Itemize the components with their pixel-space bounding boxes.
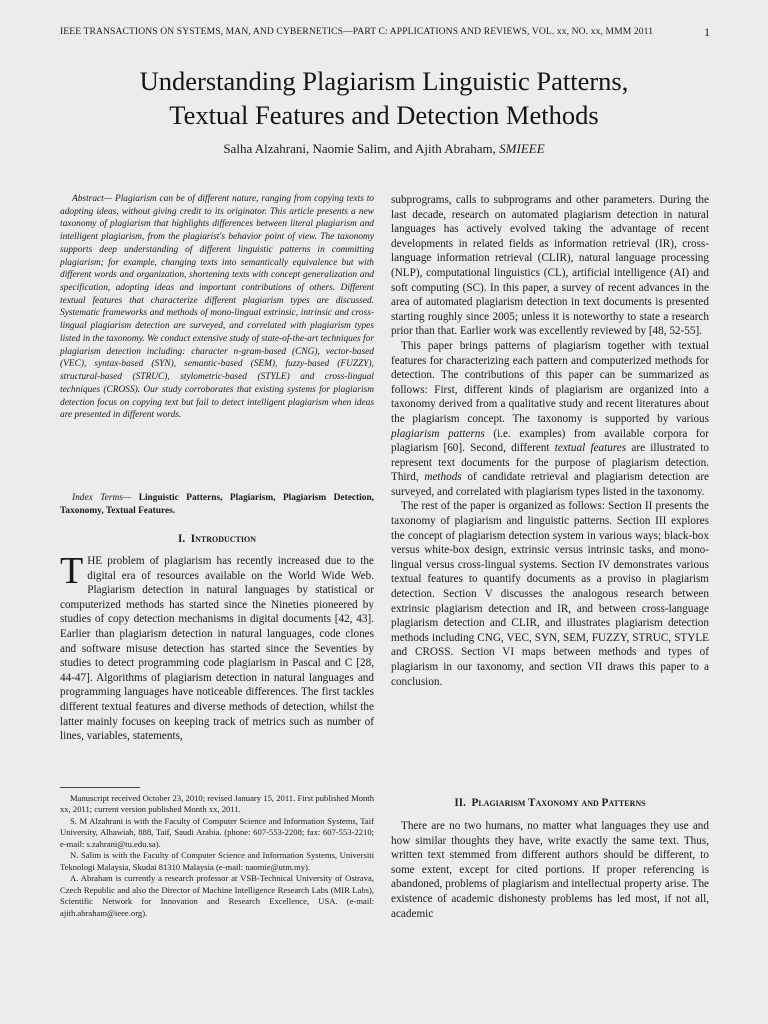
contrib-text-b: (i.e. examples) from available corpora for plagiarism [60]. Second, different [391, 427, 709, 455]
right-column-upper [391, 193, 709, 689]
index-terms-list: Linguistic Patterns, Plagiarism, Plagiarism Detection, Taxonomy, Textual Features. [60, 493, 374, 516]
footnote-manuscript: Manuscript received October 23, 2010; revised January 15, 2011. First published Month xx, 2011; current version published Month xx, 2011. [60, 793, 374, 815]
footnote-salim: N. Salim is with the Faculty of Computer Science and Information Systems, Universiti Teknologi Malaysia, Skudai 81310 Malaysia (e-mail: naomie@utm.my). [60, 850, 374, 872]
contrib-text-c: are illustrated to represent text documents for the purpose of plagiarism detection. Third, [391, 442, 709, 484]
contrib-text-d: of candidate retrieval and plagiarism detection are surveyed, and correlated with plagiarism types listed in the taxonomy. [391, 471, 710, 498]
title-line-2: Textual Features and Detection Methods [169, 100, 599, 130]
contrib-em-features: textual features [554, 442, 627, 455]
intro-body: problem of plagiarism has recently increased due to the digital era of resources available on the World Wide Web. Plagiarism detection in natural languages by statistical or computerized methods has started since the Nineties pioneered by studies of copy detection mechanisms in digital documents [42, 43]. Earlier than plagiarism detection in natural languages, code clones and software misuse detection has started since the Seventies by studies to detect programming code plagiarism in Pascal and C [28, 44-47]. Algorithms of plagiarism detection in natural languages and programming languages have noticeable differences. The first tackles different textual features and diverse methods of detection, whilst the latter mainly focuses on keeping track of metrics such as number of lines, variables, statements, [60, 555, 374, 743]
page-number: 1 [704, 25, 710, 39]
paragraph-organization: The rest of the paper is organized as follows: Section II presents the taxonomy of plagiarism and linguistic patterns. Section III explores the concept of plagiarism detection system in various ways; black-box versus white-box design, extrinsic versus intrinsic tasks, and mono-lingual versus cross-lingual systems. Section IV demonstrates various textual features to quantify documents as a proviso in plagiarism detection. Section V discusses the analogous research between extrinsic plagiarism detection and IR, and between cross-language plagiarism detection and CLIR, and illustrates plagiarism detection methods including CNG, VEC, SYN, SEM, FUZZY, STRUC, STYLE and CROSS. Section VI maps between methods and types of plagiarism in our taxonomy, and section VII draws this paper to a conclusion. [391, 500, 709, 688]
contrib-em-patterns: plagiarism patterns [391, 427, 485, 440]
intro-first-word: HE [87, 555, 103, 567]
taxonomy-paragraph: There are no two humans, no matter what languages they use and how similar thoughts they have, write exactly the same text. Thus, written text stemmed from different authors should be different, to some extent, except for cited portions. If proper referencing is abandoned, problems of plagiarism and intellectual property arise. The existence of academic dishonesty problems has led most, if not all, academic [391, 820, 709, 920]
footnotes [60, 793, 374, 919]
abstract: Abstract— Plagiarism can be of different nature, ranging from copying texts to adopting ideas, without giving credit to its originator. This article presents a new taxonomy of plagiarism that highlights differences between literal plagiarism and intelligent plagiarism, from the plagiarist's behavior point of view. The taxonomy supports deep understanding of different linguistic patterns in committing plagiarism; for example, changing texts into semantically equivalence but with different words and organization, shortening texts with concept generalization and specification, adopting ideas and important contributions of others. Different textual features that characterize different plagiarism types are discussed. Systematic frameworks and methods of mono-lingual extrinsic, intrinsic and cross-lingual plagiarism detection are surveyed, and correlated with plagiarism types listed in the taxonomy. We conduct extensive study of state-of-the-art techniques for plagiarism detection including: character n-gram-based (CNG), vector-based (VEC), syntax-based (SYN), semantic-based (SEM), fuzzy-based (FUZZY), structural-based (STRUC), stylometric-based (STYLE) and cross-lingual techniques (CROSS). Our study corroborates that existing systems for plagiarism detection focus on copying text but fail to detect intelligent plagiarism when ideas are presented in different words. [60, 194, 374, 421]
drop-cap: T [60, 550, 84, 592]
author-names: Salha Alzahrani, Naomie Salim, and Ajith Abraham, [223, 141, 496, 156]
paragraph-contributions [391, 339, 709, 500]
index-terms-label: Index Terms— [72, 493, 132, 503]
title-line-1: Understanding Plagiarism Linguistic Patterns, [139, 66, 629, 96]
contrib-text-a: This paper brings patterns of plagiarism together with textual features for characterizing each pattern and computerized methods for detection. The contributions of this paper can be summarized as follows: First, different kinds of plagiarism are organized into a taxonomy derived from a qualitative study and recent literatures about the plagiarism concept. The taxonomy is supported by various [391, 339, 709, 425]
footnote-alzahrani: S. M Alzahrani is with the Faculty of Computer Science and Information Systems, Taif University, Alhawiah, 888, Taif, Saudi Arabia. (phone: 607-553-2208; fax: 607-553-2210; e-mail: s.zahrani@tu.edu.sa). [60, 815, 374, 849]
section-heading-introduction: I. Introduction [178, 533, 256, 545]
index-terms [60, 492, 374, 517]
author-grade: SMIEEE [499, 141, 545, 156]
author-line [60, 141, 708, 157]
paragraph-continued: subprograms, calls to subprograms and other parameters. During the last decade, research on automated plagiarism detection in natural languages has actively evolved taking the advantage of recent developments in related fields as information retrieval (IR), cross-language information retrieval (CLIR), natural language processing (NLP), computational linguistics (CL), artificial intelligence (AI) and soft computing (SC). In this paper, a survey of recent advances in the area of automated plagiarism detection in text documents is presented starting roughly since 2005; unless it is noteworthy to state a research prior than that. Earlier work was excellently reviewed by [48, 52-55]. [391, 194, 709, 338]
paper-title [40, 64, 728, 132]
footnote-rule [60, 787, 140, 788]
footnote-abraham: A. Abraham is currently a research professor at VSB-Technical University of Ostrava, Czech Republic and also the Director of Machine Intelligence Research Labs (MIR Labs), Scientific Network for Innovation and Research Excellence, USA. (e-mail: ajith.abraham@ieee.org). [60, 873, 374, 918]
running-head: IEEE TRANSACTIONS ON SYSTEMS, MAN, AND CYBERNETICS—PART C: APPLICATIONS AND REVIEWS, VOL. xx, NO. xx, MMM 2011 [60, 26, 654, 37]
section-heading-taxonomy: II. Plagiarism Taxonomy and Patterns [454, 797, 646, 809]
introduction-paragraph [60, 550, 374, 744]
contrib-em-methods: methods [424, 471, 462, 484]
